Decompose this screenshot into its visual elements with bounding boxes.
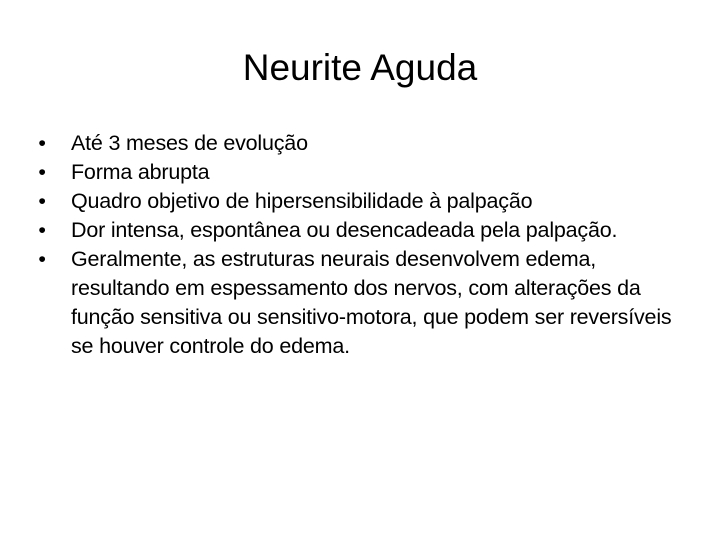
bullet-item (36, 245, 696, 361)
bullet-text: Geralmente, as estruturas neurais desenvolvem edema, resultando em espessamento dos nervos, com alterações da função sensitiva ou sensitivo-motora, que podem ser reversíveis se houver controle do edema. (71, 247, 672, 358)
bullet-marker: • (38, 131, 46, 155)
slide-title: Neurite Aguda (242, 47, 478, 88)
bullet-marker: • (38, 218, 46, 242)
bullet-marker: • (38, 247, 46, 271)
bullet-list (36, 129, 696, 361)
bullet-marker: • (38, 160, 46, 184)
bullet-text: Quadro objetivo de hipersensibilidade à palpação (71, 189, 533, 213)
bullet-marker: • (38, 189, 46, 213)
bullet-text: Dor intensa, espontânea ou desencadeada pela palpação. (71, 218, 618, 242)
bullet-text: Até 3 meses de evolução (71, 131, 308, 155)
bullet-item (36, 187, 696, 216)
bullet-item (36, 216, 696, 245)
bullet-text: Forma abrupta (71, 160, 210, 184)
bullet-item (36, 158, 696, 187)
bullet-item (36, 129, 696, 158)
